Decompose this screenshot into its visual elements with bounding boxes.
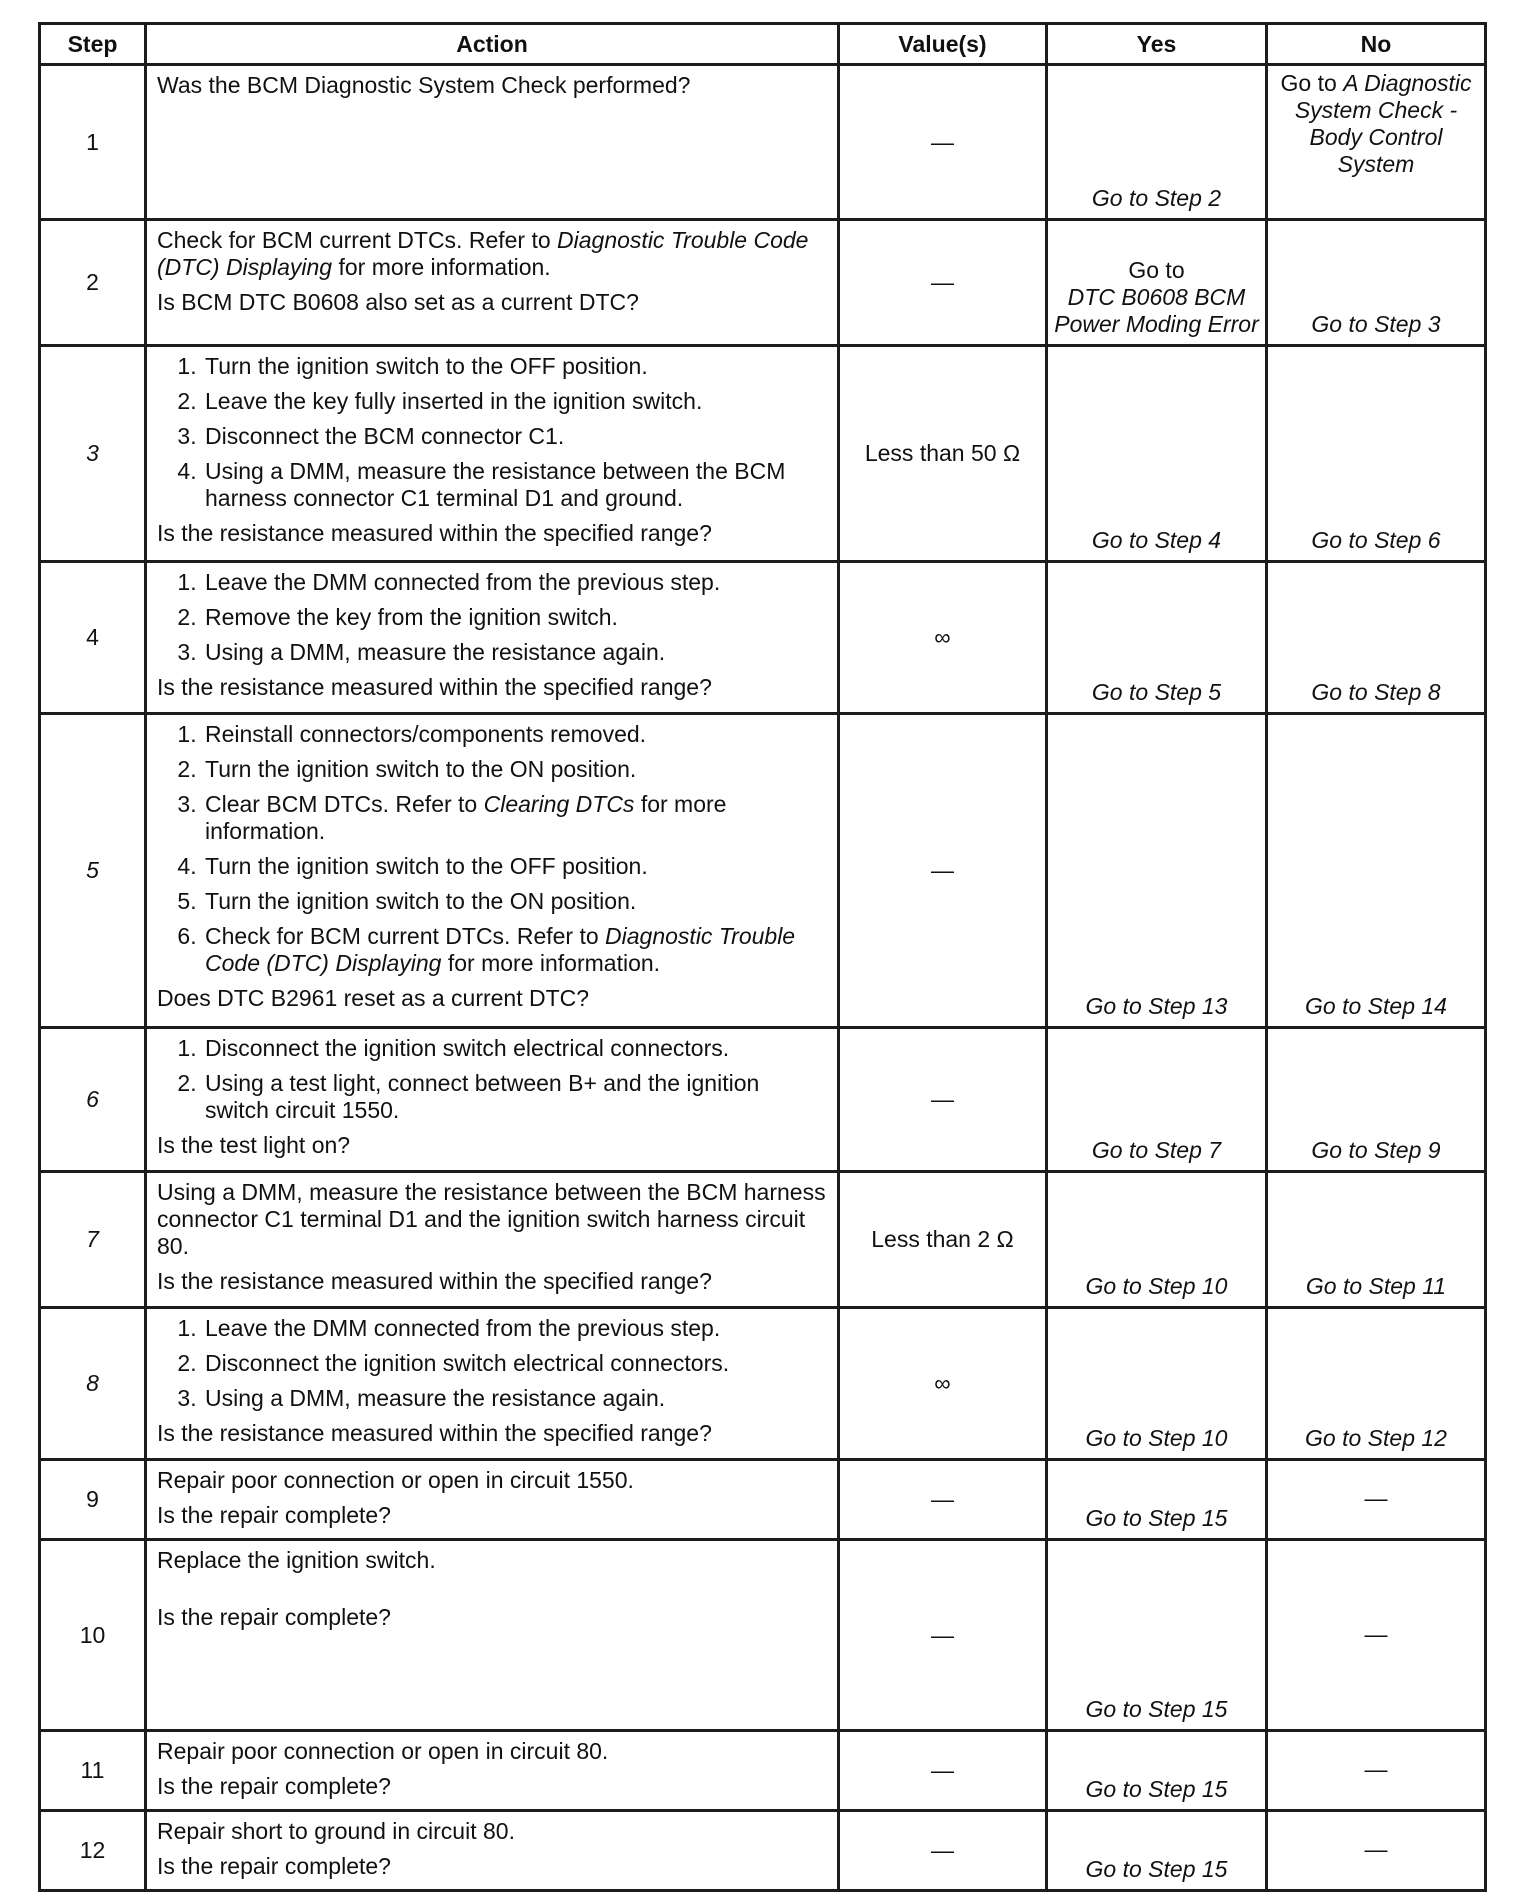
table-row-step-9 [40,1460,1486,1540]
substep: 1. Disconnect the ignition switch electrical connectors. [203,1035,827,1062]
value-cell: Less than 2 Ω [839,1172,1047,1308]
action-question: Is the repair complete? [157,1604,391,1630]
yes-cell[interactable]: Go to Step 10 [1047,1172,1267,1308]
action-cell [146,1308,839,1460]
action-question: Is the resistance measured within the specified range? [157,674,712,700]
no-cell[interactable]: Go to Step 6 [1267,346,1486,562]
yes-cell[interactable]: Go to Step 15 [1047,1731,1267,1811]
substep: 1. Leave the DMM connected from the previous step. [203,569,827,596]
action-substeps [157,1315,827,1412]
action-substeps [157,353,827,512]
value-cell: — [839,65,1047,220]
table-row-step-3 [40,346,1486,562]
action-question: Is the test light on? [157,1132,351,1158]
action-cell [146,65,839,220]
no-cell[interactable]: Go to Step 14 [1267,714,1486,1028]
value-cell: — [839,1811,1047,1891]
action-cell [146,1540,839,1731]
action-cell [146,1172,839,1308]
yes-cell[interactable]: Go to Step 7 [1047,1028,1267,1172]
action-cell [146,1731,839,1811]
yes-cell[interactable] [1047,220,1267,346]
no-cell: — [1267,1460,1486,1540]
step-number: 12 [40,1811,146,1891]
substep: 2. Leave the key fully inserted in the ignition switch. [203,388,827,415]
action-instruction: Using a DMM, measure the resistance between the BCM harness connector C1 terminal D1 and the ignition switch harness circuit 80. [157,1179,826,1259]
substep [203,923,827,977]
action-cell [146,1028,839,1172]
action-question: Is the repair complete? [157,1853,391,1879]
yes-cell[interactable]: Go to Step 10 [1047,1308,1267,1460]
action-question: Is the repair complete? [157,1773,391,1799]
action-question: Does DTC B2961 reset as a current DTC? [157,985,590,1011]
value-cell: — [839,1540,1047,1731]
action-instruction: Repair poor connection or open in circuit 1550. [157,1467,634,1493]
table-row-step-1 [40,65,1486,220]
substep: 3. Disconnect the BCM connector C1. [203,423,827,450]
instruction-text: for more information. [332,254,551,280]
no-cell[interactable]: Go to Step 8 [1267,562,1486,714]
yes-cell[interactable]: Go to Step 4 [1047,346,1267,562]
table-row-step-11 [40,1731,1486,1811]
substep: 4. Turn the ignition switch to the OFF position. [203,853,827,880]
action-question: Is the resistance measured within the specified range? [157,1268,712,1294]
yes-cell[interactable]: Go to Step 15 [1047,1460,1267,1540]
yes-link-target: DTC B0608 BCM Power Moding Error [1054,284,1259,337]
action-cell [146,346,839,562]
action-question: Is the repair complete? [157,1502,391,1528]
no-link-target: A Diagnostic System Check - Body Control System [1294,70,1472,177]
substep: 3. Using a DMM, measure the resistance again. [203,639,827,666]
substep-text: Check for BCM current DTCs. Refer to [205,923,606,949]
yes-link-prefix: Go to [1128,257,1185,283]
action-instruction: Repair short to ground in circuit 80. [157,1818,515,1844]
value-cell: ∞ [839,1308,1047,1460]
no-cell: — [1267,1731,1486,1811]
no-cell[interactable] [1267,65,1486,220]
substep: 2. Using a test light, connect between B+ and the ignition switch circuit 1550. [203,1070,827,1124]
value-cell: — [839,714,1047,1028]
substep: 2. Turn the ignition switch to the ON position. [203,756,827,783]
table-row-step-12 [40,1811,1486,1891]
table-row-step-10 [40,1540,1486,1731]
substep-text: Clear BCM DTCs. Refer to [205,791,484,817]
table-header-row [40,24,1486,65]
yes-cell[interactable]: Go to Step 5 [1047,562,1267,714]
substep-text: for more information. [205,791,727,844]
action-cell [146,1811,839,1891]
header-no: No [1267,24,1486,65]
step-number: 1 [40,65,146,220]
step-number: 8 [40,1308,146,1460]
substep: 4. Using a DMM, measure the resistance between the BCM harness connector C1 terminal D1 and ground. [203,458,827,512]
table-row-step-2 [40,220,1486,346]
no-cell[interactable]: Go to Step 9 [1267,1028,1486,1172]
no-cell: — [1267,1811,1486,1891]
value-cell: — [839,1460,1047,1540]
action-cell [146,220,839,346]
table-row-step-8 [40,1308,1486,1460]
substep: 1. Leave the DMM connected from the previous step. [203,1315,827,1342]
action-question: Is BCM DTC B0608 also set as a current DTC? [157,289,639,315]
action-cell [146,714,839,1028]
table-row-step-7 [40,1172,1486,1308]
value-cell: — [839,1028,1047,1172]
reference-link[interactable]: Clearing DTCs [483,791,635,817]
step-number: 4 [40,562,146,714]
table-row-step-5 [40,714,1486,1028]
action-instruction: Replace the ignition switch. [157,1547,436,1573]
substep-text: for more information. [441,950,661,976]
diagnostic-steps-table [38,22,1487,1892]
substep [203,791,827,845]
no-link-prefix: Go to [1280,70,1337,96]
yes-cell[interactable]: Go to Step 2 [1047,65,1267,220]
header-action: Action [146,24,839,65]
substep: 2. Remove the key from the ignition switch. [203,604,827,631]
header-yes: Yes [1047,24,1267,65]
step-number: 3 [40,346,146,562]
yes-cell[interactable]: Go to Step 15 [1047,1811,1267,1891]
action-question: Is the resistance measured within the specified range? [157,520,712,546]
action-substeps [157,1035,827,1124]
step-number: 2 [40,220,146,346]
step-number: 7 [40,1172,146,1308]
header-values: Value(s) [839,24,1047,65]
action-substeps [157,569,827,666]
substep: 2. Disconnect the ignition switch electrical connectors. [203,1350,827,1377]
value-cell: ∞ [839,562,1047,714]
action-instruction: Repair poor connection or open in circuit 80. [157,1738,609,1764]
no-cell: — [1267,1540,1486,1731]
value-cell: — [839,1731,1047,1811]
yes-cell[interactable]: Go to Step 13 [1047,714,1267,1028]
value-cell: Less than 50 Ω [839,346,1047,562]
yes-cell[interactable]: Go to Step 15 [1047,1540,1267,1731]
step-number: 11 [40,1731,146,1811]
header-step: Step [40,24,146,65]
table-row-step-4 [40,562,1486,714]
action-instruction [157,227,827,281]
no-cell[interactable]: Go to Step 11 [1267,1172,1486,1308]
value-cell: — [839,220,1047,346]
action-substeps [157,721,827,977]
action-cell [146,562,839,714]
instruction-text: Check for BCM current DTCs. Refer to [157,227,558,253]
step-number: 5 [40,714,146,1028]
no-cell[interactable]: Go to Step 3 [1267,220,1486,346]
reference-link[interactable]: Diagnostic Trouble Code (DTC) Displaying [157,227,809,280]
reference-link[interactable]: Diagnostic Trouble Code (DTC) Displaying [205,923,796,976]
no-cell[interactable]: Go to Step 12 [1267,1308,1486,1460]
table-row-step-6 [40,1028,1486,1172]
diagnostic-procedure-document [38,22,1484,1892]
step-number: 10 [40,1540,146,1731]
substep: 3. Using a DMM, measure the resistance again. [203,1385,827,1412]
substep: 1. Turn the ignition switch to the OFF position. [203,353,827,380]
action-question: Is the resistance measured within the specified range? [157,1420,712,1446]
substep: 1. Reinstall connectors/components removed. [203,721,827,748]
substep: 5. Turn the ignition switch to the ON position. [203,888,827,915]
step-number: 9 [40,1460,146,1540]
step-number: 6 [40,1028,146,1172]
action-cell [146,1460,839,1540]
action-question: Was the BCM Diagnostic System Check performed? [157,72,691,98]
